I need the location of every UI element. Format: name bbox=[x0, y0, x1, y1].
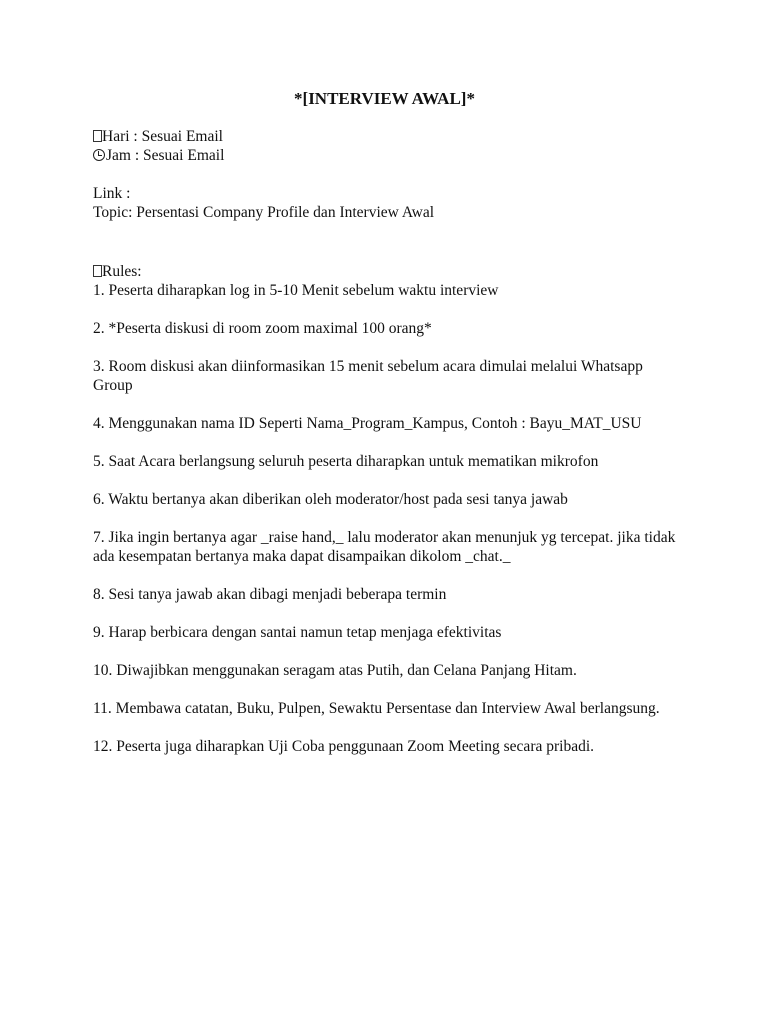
rules-heading bbox=[93, 262, 676, 281]
rule-item: 5. Saat Acara berlangsung seluruh peserta diharapkan untuk mematikan mikrofon bbox=[93, 453, 599, 470]
schedule-time bbox=[93, 146, 676, 165]
rules-icon bbox=[93, 265, 102, 277]
topic-line: Topic: Persentasi Company Profile dan Interview Awal bbox=[93, 204, 434, 221]
spacer bbox=[93, 165, 676, 184]
document-title: *[INTERVIEW AWAL]* bbox=[294, 89, 475, 108]
rules-heading-text: Rules: bbox=[102, 263, 142, 280]
link-label: Link : bbox=[93, 185, 131, 202]
rule-item: 3. Room diskusi akan diinformasikan 15 menit sebelum acara dimulai melalui Whatsapp Group bbox=[93, 358, 643, 394]
rule-item: 2. *Peserta diskusi di room zoom maximal 100 orang* bbox=[93, 320, 432, 337]
clock-icon bbox=[93, 149, 105, 161]
rule-item: 10. Diwajibkan menggunakan seragam atas Putih, dan Celana Panjang Hitam. bbox=[93, 662, 577, 679]
schedule-time-text: Jam : Sesuai Email bbox=[106, 147, 225, 164]
schedule-day bbox=[93, 127, 676, 146]
rule-item: 6. Waktu bertanya akan diberikan oleh moderator/host pada sesi tanya jawab bbox=[93, 491, 568, 508]
rule-item: 12. Peserta juga diharapkan Uji Coba penggunaan Zoom Meeting secara pribadi. bbox=[93, 738, 595, 755]
spacer bbox=[93, 243, 676, 262]
calendar-icon bbox=[93, 130, 102, 142]
rule-item: 7. Jika ingin bertanya agar _raise hand,_ lalu moderator akan menunjuk yg tercepat. jika tidak ada kesempatan bertanya maka dapat disampaikan dikolom _chat._ bbox=[93, 529, 676, 565]
rule-item: 4. Menggunakan nama ID Seperti Nama_Program_Kampus, Contoh : Bayu_MAT_USU bbox=[93, 415, 642, 432]
rule-item: 11. Membawa catatan, Buku, Pulpen, Sewaktu Persentase dan Interview Awal berlangsung. bbox=[93, 700, 660, 717]
spacer bbox=[93, 222, 676, 243]
schedule-day-text: Hari : Sesuai Email bbox=[102, 128, 223, 145]
rules-list bbox=[93, 281, 676, 756]
rule-item: 9. Harap berbicara dengan santai namun tetap menjaga efektivitas bbox=[93, 624, 502, 641]
rule-item: 8. Sesi tanya jawab akan dibagi menjadi beberapa termin bbox=[93, 586, 447, 603]
rule-item: 1. Peserta diharapkan log in 5-10 Menit sebelum waktu interview bbox=[93, 282, 499, 299]
